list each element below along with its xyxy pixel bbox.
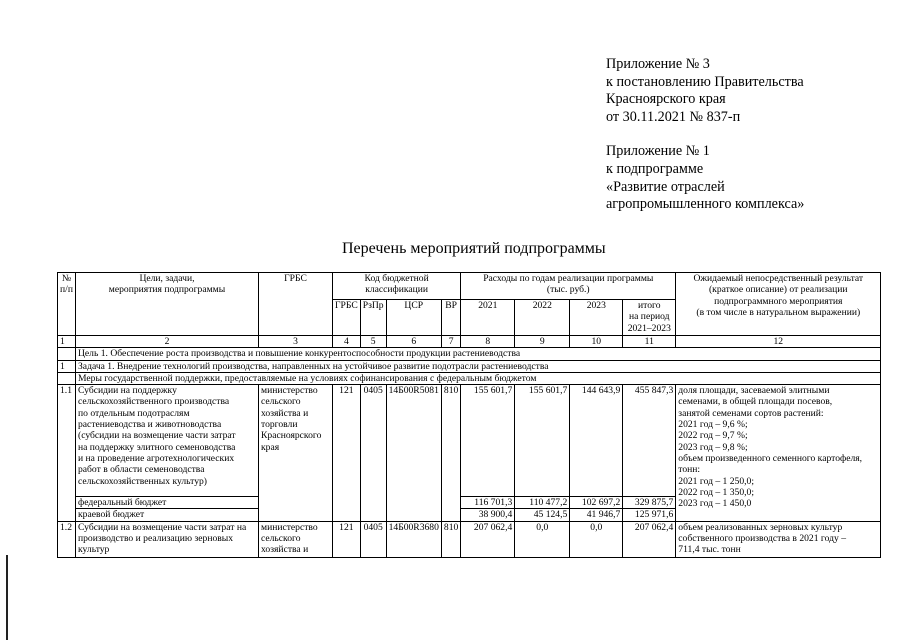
- row-1-1-result: доля площади, засеваемой элитными семенами, в общей площади посевов, занятой семенами сортов растений: 2021 год – 9,6 %; 2022 год – 9,7 %; 2023 год – 9,8 %; объем произведенного семенного картофеля, тонн: 2021 год – 1 250,0; 2022 год – 1 350,0; 2023 год – 1 450,0: [676, 385, 881, 522]
- appendix3-line-4: от 30.11.2021 № 837-п: [606, 108, 741, 125]
- header-code-csr: ЦСР: [386, 300, 441, 336]
- colnum: 3: [259, 336, 333, 348]
- row-1-2-code-grbs: 121: [333, 521, 361, 557]
- measures-num-cell: [58, 372, 76, 384]
- row-1-2-grbs: министерство сельского хозяйства и: [259, 521, 333, 557]
- task-text: Задача 1. Внедрение технологий производства, направленных на устойчивое развитие подотрасли растениеводства: [76, 360, 881, 372]
- header-code-rzpr: РзПр: [360, 300, 386, 336]
- row-1-2-code-rzpr: 0405: [360, 521, 386, 557]
- row-1-2-result: объем реализованных зерновых культур собственного производства в 2021 году – 711,4 тыс. тонн: [676, 521, 881, 557]
- header-2023: 2023: [570, 300, 623, 336]
- measures-table: [57, 272, 881, 558]
- colnum: 12: [676, 336, 881, 348]
- colnum: 8: [461, 336, 515, 348]
- table-row: [58, 385, 881, 497]
- colnum: 11: [623, 336, 676, 348]
- row-1-1-code-grbs: 121: [333, 385, 361, 522]
- header-code-vr: ВР: [441, 300, 460, 336]
- colnum: 7: [441, 336, 460, 348]
- measures-row: [58, 372, 881, 384]
- row-1-1-federal-2021: 116 701,3: [461, 497, 515, 509]
- row-1-2-2021: 207 062,4: [461, 521, 515, 557]
- goal-text: Цель 1. Обеспечение роста производства и повышение конкурентоспособности продукции растениеводства: [76, 348, 881, 360]
- colnum: 10: [570, 336, 623, 348]
- row-1-2-2022: 0,0: [515, 521, 570, 557]
- table-header-row: [58, 273, 881, 300]
- row-1-1-regional-2023: 41 946,7: [570, 509, 623, 521]
- column-numbers-row: [58, 336, 881, 348]
- goal-row: [58, 348, 881, 360]
- colnum: 5: [360, 336, 386, 348]
- appendix1-line-4: агропромышленного комплекса»: [606, 196, 805, 213]
- row-1-2-2023: 0,0: [570, 521, 623, 557]
- row-1-1-grbs: министерство сельского хозяйства и торговли Красноярского края: [259, 385, 333, 522]
- appendix-header: [606, 56, 804, 214]
- row-1-1-regional-2021: 38 900,4: [461, 509, 515, 521]
- row-1-1-2023: 144 643,9: [570, 385, 623, 497]
- row-1-2-total: 207 062,4: [623, 521, 676, 557]
- colnum: 9: [515, 336, 570, 348]
- document-title: Перечень мероприятий подпрограммы: [342, 240, 606, 257]
- table-row: [58, 521, 881, 557]
- header-goals: Цели, задачи, мероприятия подпрограммы: [76, 273, 259, 336]
- measures-text: Меры государственной поддержки, предоставляемые на условиях софинансирования с федеральным бюджетом: [76, 372, 881, 384]
- row-1-1-code-rzpr: 0405: [360, 385, 386, 522]
- task-row: [58, 360, 881, 372]
- header-expenses: Расходы по годам реализации программы (тыс. руб.): [461, 273, 676, 300]
- row-1-1-federal-label: федеральный бюджет: [76, 497, 259, 509]
- header-result: Ожидаемый непосредственный результат (краткое описание) от реализации подпрограммного мероприятия (в том числе в натуральном выражении): [676, 273, 881, 336]
- row-1-1-name: Субсидии на поддержку сельскохозяйственного производства по отдельным подотраслям растениеводства и животноводства (субсидии на возмещение части затрат на поддержку элитного семеноводства и на проведение агротехнологических работ в области семеноводства сельскохозяйственных культур): [76, 385, 259, 497]
- header-code-grbs: ГРБС: [333, 300, 361, 336]
- appendix1-line-3: «Развитие отраслей: [606, 178, 725, 195]
- colnum: 6: [386, 336, 441, 348]
- goal-num-cell: [58, 348, 76, 360]
- header-total: итого на период 2021–2023: [623, 300, 676, 336]
- row-1-1-federal-2023: 102 697,2: [570, 497, 623, 509]
- colnum: 1: [58, 336, 76, 348]
- header-2022: 2022: [515, 300, 570, 336]
- task-num: 1: [58, 360, 76, 372]
- colnum: 4: [333, 336, 361, 348]
- row-1-1-2021: 155 601,7: [461, 385, 515, 497]
- row-1-1-code-csr: 14Б00R5081: [386, 385, 441, 522]
- colnum: 2: [76, 336, 259, 348]
- scan-edge-line: [6, 555, 8, 640]
- row-1-1-federal-2022: 110 477,2: [515, 497, 570, 509]
- row-1-2-num: 1.2: [58, 521, 76, 557]
- appendix3-line-1: Приложение № 3: [606, 56, 710, 72]
- row-1-1-regional-2022: 45 124,5: [515, 509, 570, 521]
- header-grbs: ГРБС: [259, 273, 333, 336]
- row-1-1-num: 1.1: [58, 385, 76, 522]
- row-1-1-regional-label: краевой бюджет: [76, 509, 259, 521]
- appendix3-line-3: Красноярского края: [606, 91, 726, 108]
- header-code: Код бюджетной классификации: [333, 273, 461, 300]
- row-1-1-code-vr: 810: [441, 385, 460, 522]
- row-1-2-code-csr: 14Б00R3680: [386, 521, 441, 557]
- row-1-1-total: 455 847,3: [623, 385, 676, 497]
- row-1-1-regional-total: 125 971,6: [623, 509, 676, 521]
- appendix1-line-1: Приложение № 1: [606, 143, 710, 160]
- appendix1-line-2: к подпрограмме: [606, 160, 704, 177]
- row-1-2-name: Субсидии на возмещение части затрат на производство и реализацию зерновых культур: [76, 521, 259, 557]
- header-2021: 2021: [461, 300, 515, 336]
- appendix3-line-2: к постановлению Правительства: [606, 73, 804, 90]
- row-1-1-2022: 155 601,7: [515, 385, 570, 497]
- row-1-1-federal-total: 329 875,7: [623, 497, 676, 509]
- row-1-2-code-vr: 810: [441, 521, 460, 557]
- header-num: № п/п: [58, 273, 76, 336]
